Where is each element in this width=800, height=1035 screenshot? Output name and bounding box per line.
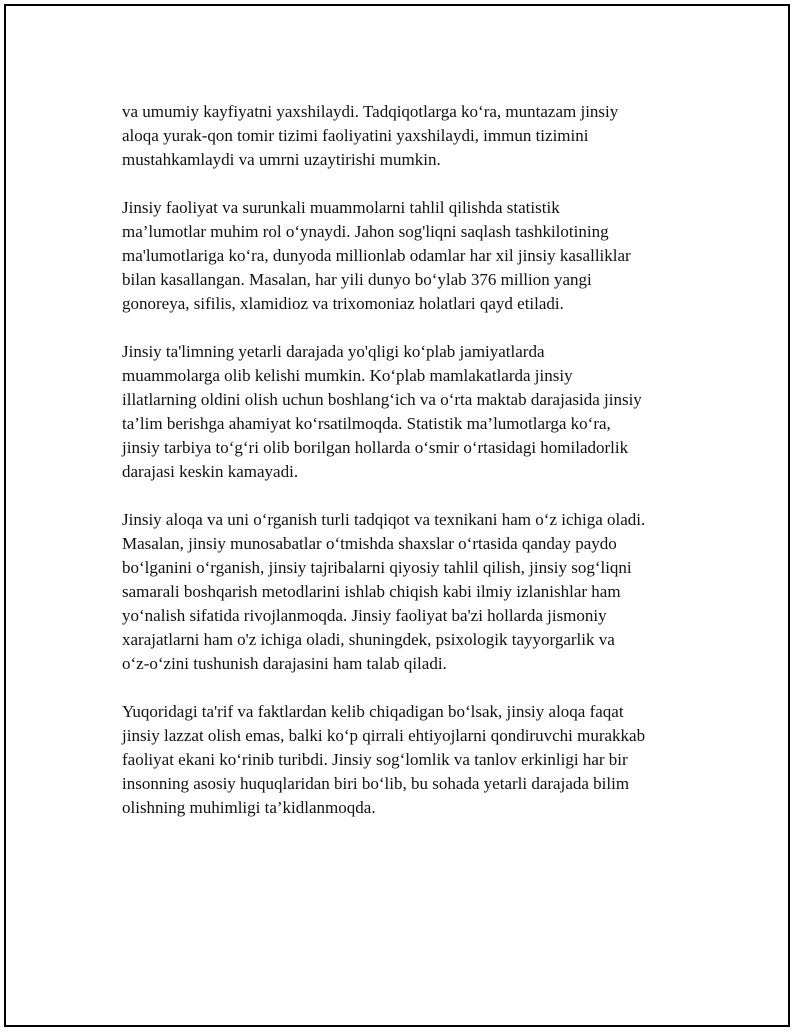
text-line: Jinsiy faoliyat va surunkali muammolarni tahlil qilishda statistik xyxy=(122,198,560,217)
text-line: Jinsiy aloqa va uni o‘rganish turli tadqiqot va texnikani ham o‘z ichiga oladi. xyxy=(122,510,646,529)
text-line: muammolarga olib kelishi mumkin. Ko‘plab mamlakatlarda jinsiy xyxy=(122,366,573,385)
text-line: jinsiy lazzat olish emas, balki ko‘p qirrali ehtiyojlarni qondiruvchi murakkab xyxy=(122,726,646,745)
text-line: aloqa yurak-qon tomir tizimi faoliyatini yaxshilaydi, immun tizimini xyxy=(122,126,589,145)
text-line: mustahkamlaydi va umrni uzaytirishi mumkin. xyxy=(122,150,441,169)
text-line: Jinsiy ta'limning yetarli darajada yo'qligi ko‘plab jamiyatlarda xyxy=(122,342,545,361)
text-line: gonoreya, sifilis, xlamidioz va trixomoniaz holatlari qayd etiladi. xyxy=(122,294,564,313)
paragraph-2 xyxy=(122,196,702,316)
text-line: olishning muhimligi ta’kidlanmoqda. xyxy=(122,798,376,817)
text-line: faoliyat ekani ko‘rinib turibdi. Jinsiy sog‘lomlik va tanlov erkinligi har bir xyxy=(122,750,628,769)
paragraph-3 xyxy=(122,340,702,484)
text-line: Masalan, jinsiy munosabatlar o‘tmishda shaxslar o‘rtasida qanday paydo xyxy=(122,534,617,553)
text-line: xarajatlarni ham o'z ichiga oladi, shuningdek, psixologik tayyorgarlik va xyxy=(122,630,615,649)
text-line: bilan kasallangan. Masalan, har yili dunyo bo‘ylab 376 million yangi xyxy=(122,270,592,289)
text-line: ma’lumotlar muhim rol o‘ynaydi. Jahon sog'liqni saqlash tashkilotining xyxy=(122,222,609,241)
text-line: insonning asosiy huquqlaridan biri bo‘lib, bu sohada yetarli darajada bilim xyxy=(122,774,630,793)
text-line: o‘z-o‘zini tushunish darajasini ham talab qiladi. xyxy=(122,654,447,673)
paragraph-5 xyxy=(122,700,702,820)
text-line: bo‘lganini o‘rganish, jinsiy tajribalarni qiyosiy tahlil qilish, jinsiy sog‘liqni xyxy=(122,558,632,577)
text-line: illatlarning oldini olish uchun boshlang‘ich va o‘rta maktab darajasida jinsiy xyxy=(122,390,642,409)
text-line: ma'lumotlariga ko‘ra, dunyoda millionlab odamlar har xil jinsiy kasalliklar xyxy=(122,246,631,265)
paragraph-1 xyxy=(122,100,702,172)
paragraph-4 xyxy=(122,508,702,676)
text-line: Yuqoridagi ta'rif va faktlardan kelib chiqadigan bo‘lsak, jinsiy aloqa faqat xyxy=(122,702,624,721)
text-line: jinsiy tarbiya to‘g‘ri olib borilgan hollarda o‘smir o‘rtasidagi homiladorlik xyxy=(122,438,629,457)
text-line: darajasi keskin kamayadi. xyxy=(122,462,299,481)
text-line: samarali boshqarish metodlarini ishlab chiqish kabi ilmiy izlanishlar ham xyxy=(122,582,621,601)
text-line: ta’lim berishga ahamiyat ko‘rsatilmoqda. Statistik ma’lumotlarga ko‘ra, xyxy=(122,414,611,433)
document-body xyxy=(122,100,702,844)
text-line: yo‘nalish sifatida rivojlanmoqda. Jinsiy faoliyat ba'zi hollarda jismoniy xyxy=(122,606,607,625)
text-line: va umumiy kayfiyatni yaxshilaydi. Tadqiqotlarga ko‘ra, muntazam jinsiy xyxy=(122,102,619,121)
page-frame xyxy=(4,4,790,1027)
